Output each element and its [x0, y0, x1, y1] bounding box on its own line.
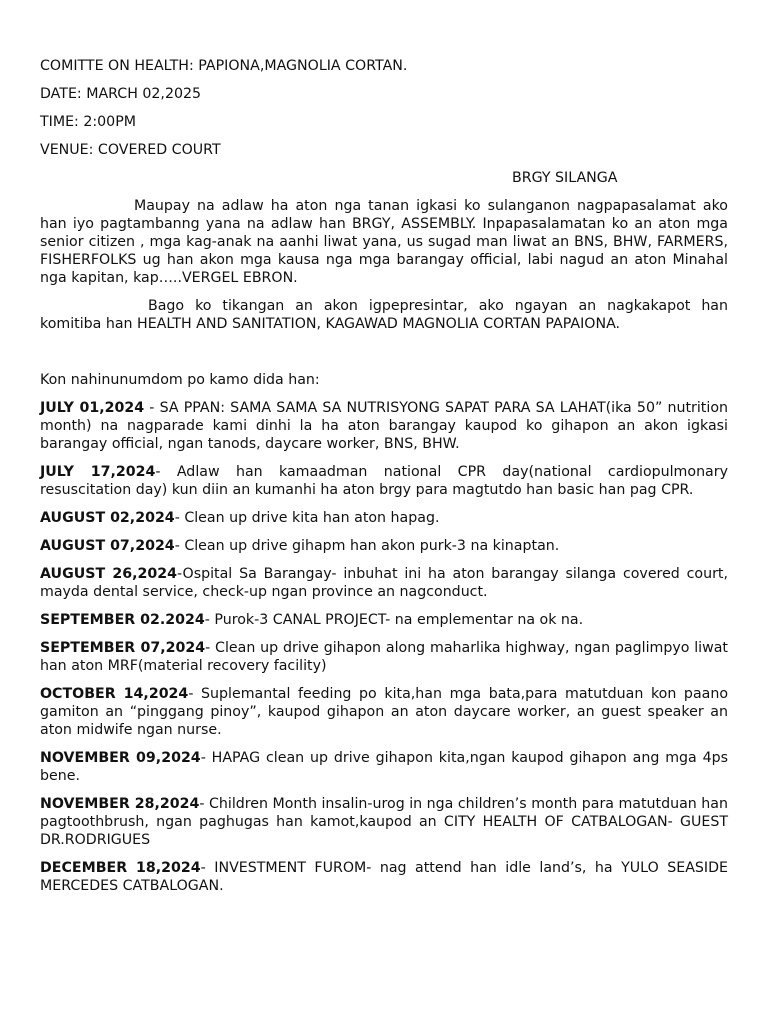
activity-date: NOVEMBER 28,2024 — [40, 796, 200, 812]
activity-list — [40, 399, 728, 895]
activity-text: - Clean up drive gihapon along maharlika highway, ngan paglimpyo liwat han aton MRF(material recovery facility) — [40, 640, 728, 674]
activity-text: -Ospital Sa Barangay- inbuhat ini ha aton barangay silanga covered court, mayda dental service, check-up ngan province an nagconduct. — [40, 566, 729, 600]
activity-entry — [40, 565, 728, 601]
activity-text: - Children Month insalin-urog in nga children’s month para matutduan han pagtoothbrush, ngan paghugas han kamot,kaupod an CITY HEALTH OF CATBALOGAN- GUEST DR.RODRIGUES — [40, 796, 728, 848]
activity-entry — [40, 685, 728, 739]
committee-paragraph: Bago ko tikangan an akon igpepresintar, ako ngayan an nagkakapot han komitiba han HEALTH AND SANITATION, KAGAWAD MAGNOLIA CORTAN PAPAIONA. — [40, 298, 728, 332]
activity-entry — [40, 639, 728, 675]
greeting-paragraph: Maupay na adlaw ha aton nga tanan igkasi ko sulanganon nagpapasalamat ako han iyo pagtambanng yana na adlaw han BRGY, ASSEMBLY. Inpapasalamatan ko an aton mga senior citizen , mga kag-anak na aanhi liwat yana, us sugad man liwat an BNS, BHW, FARMERS, FISHERFOLKS ug han akon mga kausa nga mga barangay official, labi nagud an aton Minahal nga kapitan, kap…..VERGEL EBRON. — [40, 198, 728, 286]
activity-entry — [40, 859, 728, 895]
venue-line: VENUE: COVERED COURT — [40, 142, 221, 158]
activity-date: DECEMBER 18,2024 — [40, 860, 201, 876]
time-line: TIME: 2:00PM — [40, 114, 137, 130]
barangay-line: BRGY SILANGA — [512, 170, 618, 186]
activity-entry — [40, 463, 728, 499]
activity-entry — [40, 509, 728, 527]
activity-date: JULY 01,2024 — [40, 400, 145, 416]
activity-text: - SA PPAN: SAMA SAMA SA NUTRISYONG SAPAT PARA SA LAHAT(ika 50” nutrition month) na nagparade kami dinhi la ha aton barangay kaupod ko gihapon an akon igkasi barangay official, ngan tanods, daycare worker, BNS, BHW. — [40, 400, 728, 452]
activity-entry — [40, 537, 728, 555]
activity-text: - Adlaw han kamaadman national CPR day(national cardiopulmonary resuscitation day) kun diin an kumanhi ha aton brgy para magtutdo han basic han pag CPR. — [40, 464, 728, 498]
activity-text: - Clean up drive kita han aton hapag. — [174, 510, 440, 526]
activity-date: NOVEMBER 09,2024 — [40, 750, 201, 766]
activity-entry — [40, 749, 728, 785]
activity-date: AUGUST 26,2024 — [40, 566, 178, 582]
activity-date: AUGUST 07,2024 — [40, 538, 175, 554]
activity-text: - Suplemantal feeding po kita,han mga bata,para matutduan kon paano gamiton an “pinggang pinoy”, kaupod gihapon an aton daycare worker, an guest speaker an aton midwife ngan nurse. — [40, 686, 729, 738]
activity-entry — [40, 611, 728, 629]
activity-text: - Clean up drive gihapm han akon purk-3 na kinaptan. — [174, 538, 560, 554]
activity-entry — [40, 795, 728, 849]
activity-date: SEPTEMBER 02.2024 — [40, 612, 205, 628]
recall-intro: Kon nahinunumdom po kamo dida han: — [40, 372, 320, 388]
activity-text: - INVESTMENT FUROM- nag attend han idle land’s, ha YULO SEASIDE MERCEDES CATBALOGAN. — [40, 860, 728, 894]
date-line: DATE: MARCH 02,2025 — [40, 86, 202, 102]
document-page — [40, 57, 728, 905]
activity-date: JULY 17,2024 — [40, 464, 156, 480]
activity-date: AUGUST 02,2024 — [40, 510, 175, 526]
activity-date: SEPTEMBER 07,2024 — [40, 640, 206, 656]
activity-text: - HAPAG clean up drive gihapon kita,ngan kaupod gihapon ang mga 4ps bene. — [40, 750, 728, 784]
spacer — [40, 343, 728, 371]
activity-date: OCTOBER 14,2024 — [40, 686, 189, 702]
activity-text: - Purok-3 CANAL PROJECT- na emplementar na ok na. — [204, 612, 584, 628]
activity-entry — [40, 399, 728, 453]
committee-line: COMITTE ON HEALTH: PAPIONA,MAGNOLIA CORTAN. — [40, 58, 408, 74]
